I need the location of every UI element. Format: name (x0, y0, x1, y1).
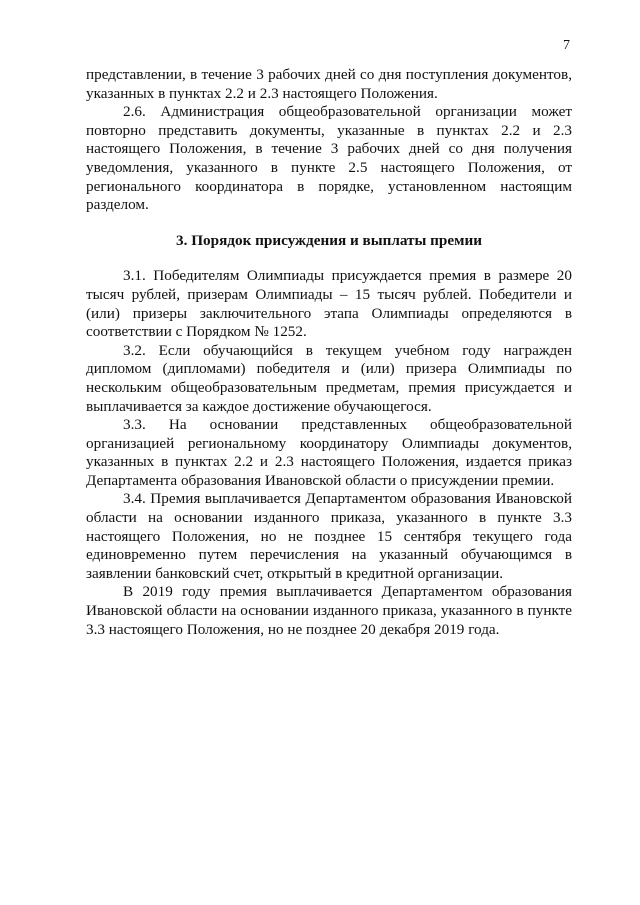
page-number: 7 (563, 38, 570, 53)
paragraph-2019: В 2019 году премия выплачивается Департаментом образования Ивановской области на основании изданного приказа, указанного в пункте 3.3 настоящего Положения, но не позднее 20 декабря 2019 года. (86, 583, 572, 638)
paragraph-3-4: 3.4. Премия выплачивается Департаментом образования Ивановской области на основании изданного приказа, указанного в пункте 3.3 настоящего Положения, но не позднее 15 сентября текущего года единовременно путем перечисления на указанный обучающимся в заявлении банковский счет, открытый в кредитной организации. (86, 490, 572, 582)
paragraph-2-6: 2.6. Администрация общеобразовательной организации может повторно представить документы, указанные в пунктах 2.2 и 2.3 настоящего Положения, в течение 3 рабочих дней со дня получения уведомления, указанного в пункте 2.5 настоящего Положения, от регионального координатора в порядке, установленном настоящим разделом. (86, 103, 572, 214)
paragraph-continuation: представлении, в течение 3 рабочих дней со дня поступления документов, указанных в пунктах 2.2 и 2.3 настоящего Положения. (86, 66, 572, 102)
section-heading: 3. Порядок присуждения и выплаты премии (176, 231, 482, 249)
paragraph-3-2: 3.2. Если обучающийся в текущем учебном году награжден дипломом (дипломами) победителя и (или) призера Олимпиады по нескольким общеобразовательным предметам, премия присуждается и выплачивается за каждое достижение обучающегося. (86, 341, 572, 415)
paragraph-3-3: 3.3. На основании представленных общеобразовательной организацией региональному координатору Олимпиады документов, указанных в пунктах 2.2 и 2.3 настоящего Положения, издается приказ Департамента образования Ивановской области о присуждении премии. (86, 416, 572, 489)
paragraph-3-1: 3.1. Победителям Олимпиады присуждается премия в размере 20 тысяч рублей, призерам Олимпиады – 15 тысяч рублей. Победители и (или) призеры заключительного этапа Олимпиады определяются в соответствии с Порядком № 1252. (86, 267, 572, 341)
document-body (86, 66, 572, 639)
